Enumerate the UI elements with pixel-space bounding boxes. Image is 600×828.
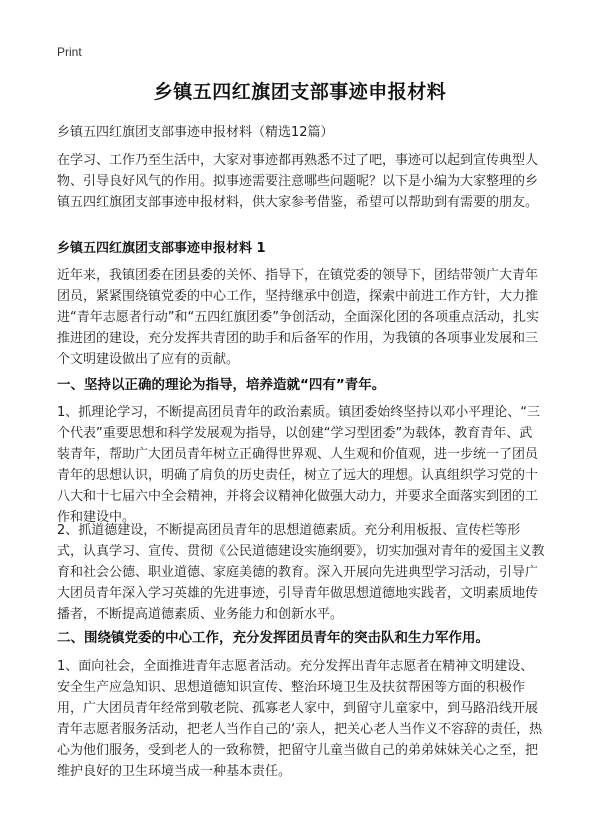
item-paragraph-1: 1、抓理论学习，不断提高团员青年的政治素质。镇团委始终坚持以邓小平理论、“三个代表”重要思想和科学发展观为指导，以创建“学习型团委”为载体，教育青年、武装青年，帮助广大团员青年树立正确得世界观、人生观和价值观，进一步统一了团员青年的思想认识，明确了肩负的历史责任，树立了远大的理想。认真组织学习党的十八大和十七届六中全会精神，并将会议精神化做强大动力，并要求全面落实到团的工作和建设中。 — [57, 405, 541, 525]
print-label[interactable]: Print — [57, 45, 82, 59]
section-paragraph: 近年来，我镇团委在团县委的关怀、指导下，在镇党委的领导下，团结带领广大青年团员，紧紧围绕镇党委的中心工作，坚持继承中创造，探索中前进工作方针，大力推进“青年志愿者行动”和“五四红旗团委”争创活动，全面深化团的各项重点活动，扎实推进团的建设，充分发挥共青团的助手和后备军的作用，为我镇的各项事业发展和三个文明建设做出了应有的贡献。 — [57, 268, 539, 367]
document-title: 乡镇五四红旗团支部事迹申报材料 — [153, 81, 447, 103]
heading-one: 一、坚持以正确的理论为指导，培养造就“四有”青年。 — [57, 377, 386, 393]
item-paragraph-3: 1、面向社会，全面推进青年志愿者活动。充分发挥出青年志愿者在精神文明建设、安全生产应急知识、思想道德知识宣传、整治环境卫生及扶贫帮困等方面的积极作用，广大团员青年经常到敬老院、孤寡老人家中，到留守儿童家中，到马路沿线开展青年志愿者服务活动，把老人当作自己的‘亲人，把关心老人当作义不容辞的责任，热心为他们服务，受到老人的一致称赞，把留守儿童当做自己的弟弟妹妹关心之至，把维护良好的卫生环境当成一种基本责任。 — [57, 659, 543, 779]
item-paragraph-2: 2、抓道德建设，不断提高团员青年的思想道德素质。充分利用板报、宣传栏等形式，认真学习、宣传、贯彻《公民道德建设实施纲要》，切实加强对青年的爱国主义教育和社会公德、职业道德、家庭美德的教育。深入开展向先进典型学习活动，引导广大团员青年深入学习英雄的先进事迹，引导青年做思想道德地实践者，文明素质地传播者，不断提高道德素质、业务能力和创新水平。 — [57, 523, 545, 622]
heading-two: 二、围绕镇党委的中心工作，充分发挥团员青年的突击队和生力军作用。 — [57, 630, 489, 646]
document-subtitle: 乡镇五四红旗团支部事迹申报材料（精选12篇） — [57, 125, 334, 140]
section-heading: 乡镇五四红旗团支部事迹申报材料 1 — [57, 241, 266, 256]
intro-paragraph: 在学习、工作乃至生活中，大家对事迹都再熟悉不过了吧，事迹可以起到宣传典型人物、引导良好风气的作用。拟事迹需要注意哪些问题呢？以下是小编为大家整理的乡镇五四红旗团支部事迹申报材料，供大家参考借鉴，希望可以帮助到有需要的朋友。 — [57, 153, 539, 210]
